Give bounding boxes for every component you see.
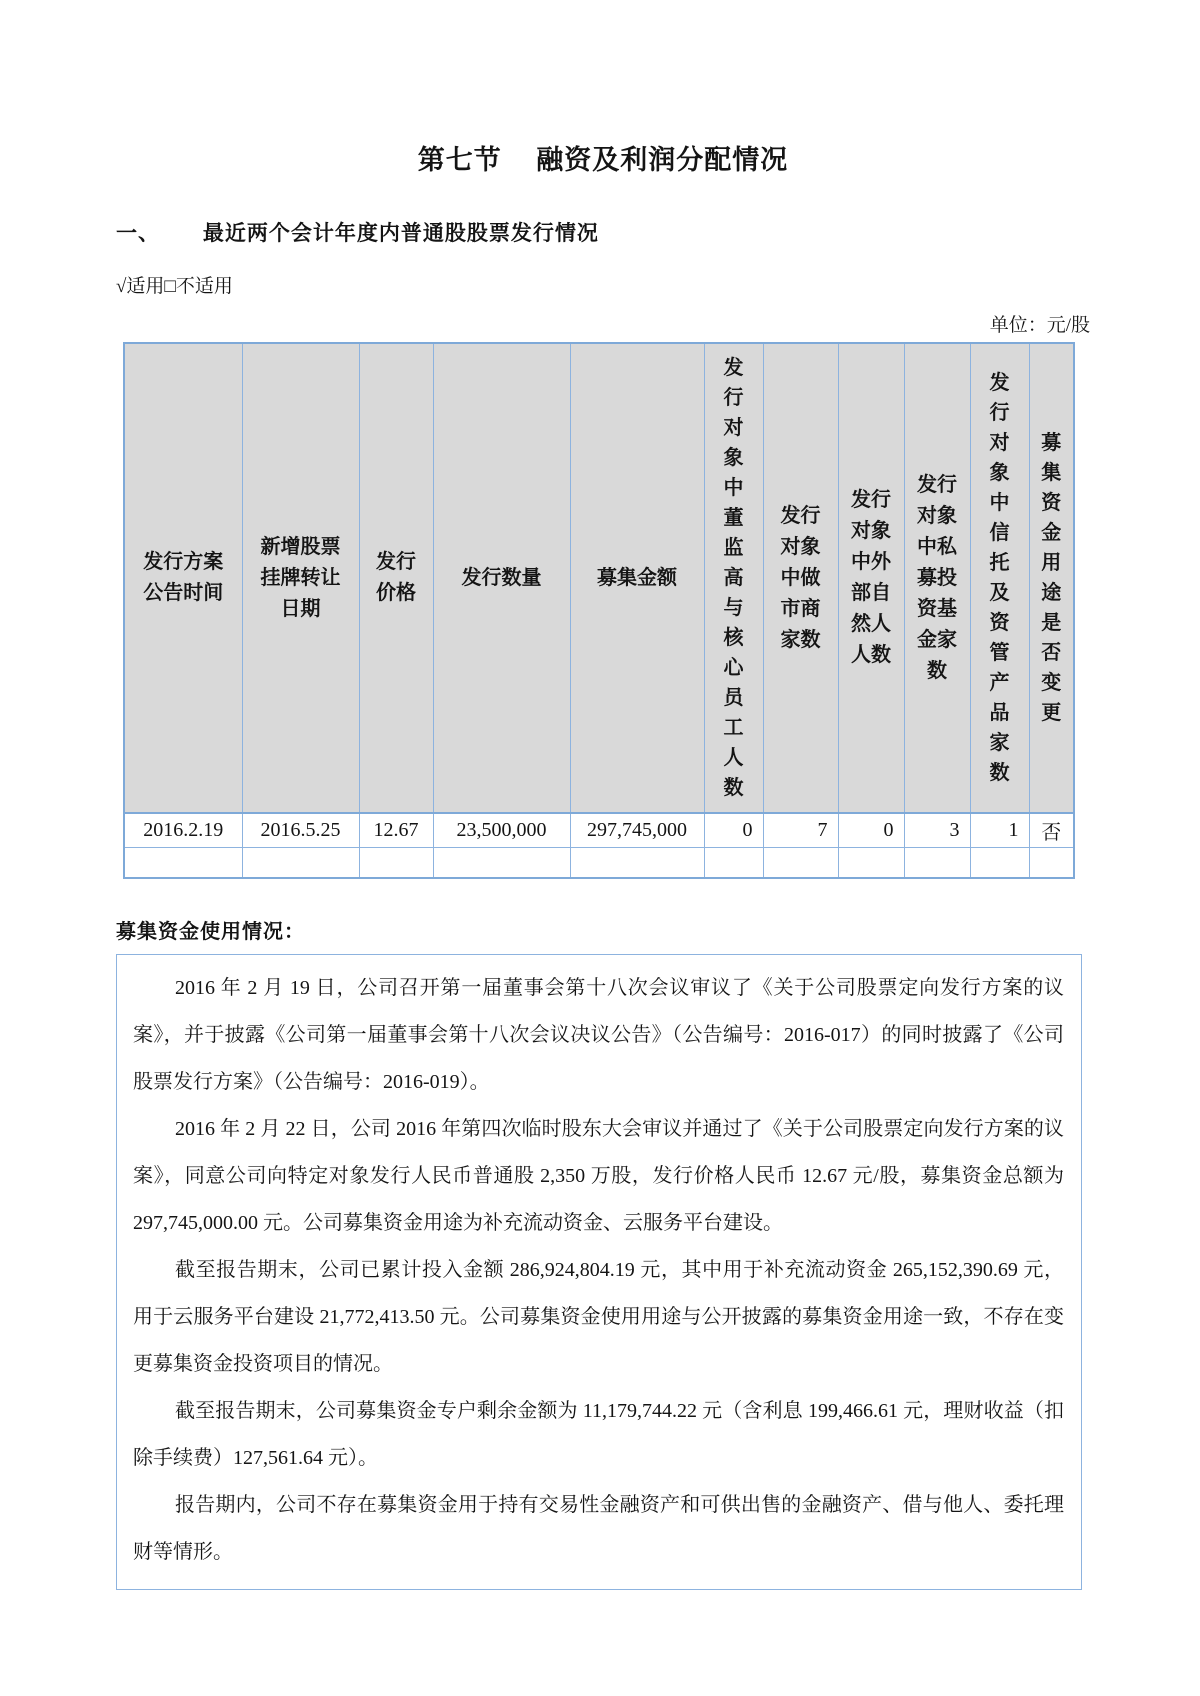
empty-cell [838, 847, 904, 878]
cell-private-fund-count: 3 [904, 813, 970, 847]
cell-issue-price: 12.67 [359, 813, 433, 847]
cell-raised-amount: 297,745,000 [570, 813, 704, 847]
fund-usage-paragraph: 2016 年 2 月 19 日，公司召开第一届董事会第十八次会议审议了《关于公司股票定向发行方案的议案》，并于披露《公司第一届董事会第十八次会议决议公告》（公告编号：2016-017）的同时披露了《公司股票发行方案》（公告编号：2016-019）。 [133, 977, 1064, 1093]
empty-cell [904, 847, 970, 878]
empty-cell [1029, 847, 1074, 878]
cell-directors-core-staff-count: 0 [704, 813, 763, 847]
header-row [124, 343, 1074, 813]
column-header-directors-core-staff-count: 发行对象中董监高与核心员工人数 [704, 343, 763, 813]
column-header-fund-use-changed: 募集资金用途是否变更 [1029, 343, 1074, 813]
cell-issue-quantity: 23,500,000 [433, 813, 570, 847]
empty-cell [359, 847, 433, 878]
cell-announce-date: 2016.2.19 [124, 813, 242, 847]
empty-cell [970, 847, 1029, 878]
fund-usage-paragraph: 2016 年 2 月 22 日，公司 2016 年第四次临时股东大会审议并通过了《关于公司股票定向发行方案的议案》，同意公司向特定对象发行人民币普通股 2,350 万股，发行价格人民币 12.67 元/股，募集资金总额为 297,745,000.00 元。公司募集资金用途为补充流动资金、云服务平台建设。 [133, 1118, 1064, 1234]
empty-cell [763, 847, 838, 878]
cell-trust-asset-mgmt-count: 1 [970, 813, 1029, 847]
table-row-empty [124, 847, 1074, 878]
fund-usage-box [116, 954, 1082, 1590]
section-number: 一、 [116, 222, 160, 245]
section-title: 最近两个会计年度内普通股股票发行情况 [202, 222, 599, 245]
column-header-announce-date: 发行方案公告时间 [124, 343, 242, 813]
table-row [124, 813, 1074, 847]
fund-usage-paragraph: 报告期内，公司不存在募集资金用于持有交易性金融资产和可供出售的金融资产、借与他人、委托理财等情形。 [133, 1494, 1064, 1563]
fund-usage-paragraph: 截至报告期末，公司已累计投入金额 286,924,804.19 元，其中用于补充流动资金 265,152,390.69 元，用于云服务平台建设 21,772,413.50 元。公司募集资金使用用途与公开披露的募集资金用途一致，不存在变更募集资金投资项目的情况。 [133, 1259, 1064, 1375]
cell-market-maker-count: 7 [763, 813, 838, 847]
column-header-trust-asset-mgmt-count: 发行对象中信托及资管产品家数 [970, 343, 1029, 813]
empty-cell [242, 847, 359, 878]
column-header-listing-date: 新增股票挂牌转让日期 [242, 343, 359, 813]
page-title-text: 融资及利润分配情况 [536, 145, 789, 175]
cell-fund-use-changed: 否 [1029, 813, 1074, 847]
cell-listing-date: 2016.5.25 [242, 813, 359, 847]
column-header-raised-amount: 募集金额 [570, 343, 704, 813]
section-heading [116, 217, 1090, 247]
column-header-issue-quantity: 发行数量 [433, 343, 570, 813]
empty-cell [570, 847, 704, 878]
issuance-table [123, 342, 1075, 879]
page-title-section-number: 第七节 [417, 145, 502, 175]
column-header-private-fund-count: 发行对象中私募投资基金家数 [904, 343, 970, 813]
page-title [116, 138, 1090, 177]
column-header-external-natural-person-count: 发行对象中外部自然人人数 [838, 343, 904, 813]
empty-cell [704, 847, 763, 878]
applicability-note: √适用□不适用 [116, 276, 233, 297]
empty-cell [433, 847, 570, 878]
cell-external-natural-person-count: 0 [838, 813, 904, 847]
fund-usage-paragraph: 截至报告期末，公司募集资金专户剩余金额为 11,179,744.22 元（含利息 199,466.61 元，理财收益（扣除手续费）127,561.64 元）。 [133, 1400, 1064, 1469]
empty-cell [124, 847, 242, 878]
column-header-market-maker-count: 发行对象中做市商家数 [763, 343, 838, 813]
unit-label: 单位：元/股 [989, 315, 1090, 336]
column-header-issue-price: 发行价格 [359, 343, 433, 813]
fund-usage-heading: 募集资金使用情况： [116, 921, 305, 943]
